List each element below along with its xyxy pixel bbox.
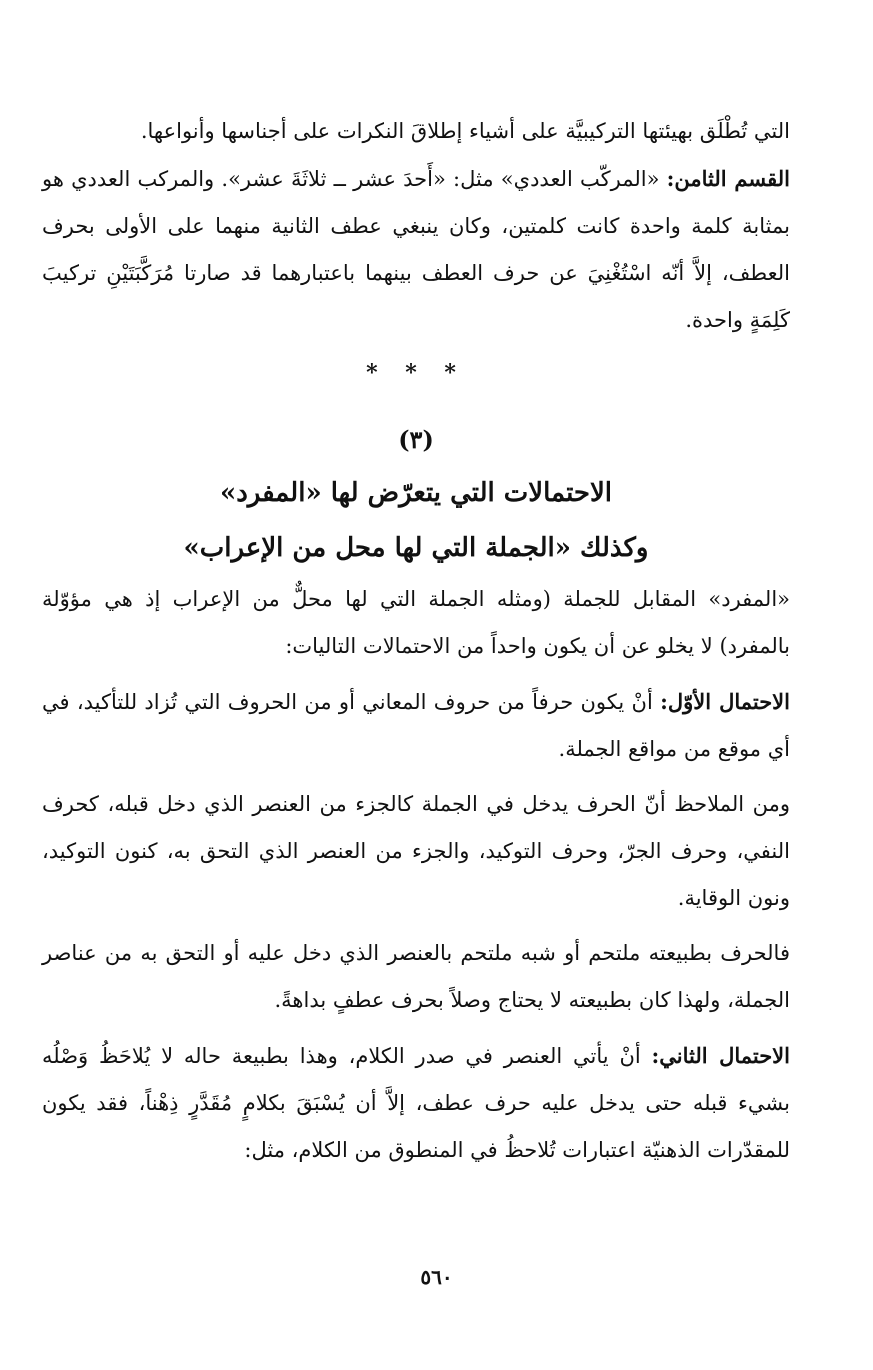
second-possibility-label: الاحتمال الثاني: <box>651 1043 790 1068</box>
section-eight-paragraph <box>42 155 790 344</box>
second-possibility-text: أنْ يأتي العنصر في صدر الكلام، وهذا بطبيعة حاله لا يُلاحَظُ وَصْلُه بشيء قبله حتى يدخل عليه حرف عطف، إلاَّ أن يُسْبَقَ بكلامٍ مُقَدَّرٍ ذِهْناً، فقد يكون للمقدّرات الذهنيّة اعتبارات تُلاحظُ في المنطوق من الكلام، مثل: <box>42 1044 790 1162</box>
first-possibility-label: الاحتمال الأوّل: <box>660 689 790 714</box>
first-possibility-paragraph <box>42 678 790 773</box>
note-paragraph-2: فالحرف بطبيعته ملتحم أو شبه ملتحم بالعنصر الذي دخل عليه أو التحق به من عناصر الجملة، ولهذا كان بطبيعته لا يحتاج وصلاً بحرف عطفٍ بداهةً. <box>42 941 790 1012</box>
section-number: (٣) <box>398 425 434 454</box>
page-number: ٥٦٠ <box>420 1265 453 1289</box>
paragraph-gap <box>42 773 790 781</box>
page-body <box>42 108 790 1174</box>
section-heading-line-2: وكذلك «الجملة التي لها محل من الإعراب» <box>183 533 649 563</box>
section-heading-line-1: الاحتمالات التي يتعرّض لها «المفرد» <box>219 478 613 508</box>
section-eight-label: القسم الثامن: <box>666 166 790 191</box>
second-possibility-paragraph <box>42 1032 790 1174</box>
section-eight-text: «المركّب العددي» مثل: «أَحدَ عشر ــ ثلاثَةَ عشر». والمركب العددي هو بمثابة كلمة واحدة كانت كلمتين، وكان ينبغي عطف الثانية منهما على الأولى بحرف العطف، إلاَّ أنّه اسْتُغْنِيَ عن حرف العطف بينهما باعتبارهما قد صارتا مُرَكَّبَتَيْنِ تركيبَ كَلِمَةٍ واحدة. <box>42 167 790 332</box>
first-possibility-text: أنْ يكون حرفاً من حروف المعاني أو من الحروف التي تُزاد للتأكيد، في أي موقع من مواقع الجملة. <box>42 690 790 761</box>
paragraph-gap <box>42 1024 790 1032</box>
separator-stars: * * * <box>366 360 466 386</box>
paragraph-gap <box>42 670 790 678</box>
note-paragraph-1: ومن الملاحظ أنّ الحرف يدخل في الجملة كالجزء من العنصر الذي دخل قبله، كحرف النفي، وحرف الجرّ، وحرف التوكيد، والجزء من العنصر الذي التحق به، كنون التوكيد، ونون الوقاية. <box>42 792 790 910</box>
intro-paragraph: «المفرد» المقابل للجملة (ومثله الجملة التي لها محلٌّ من الإعراب إذ هي مؤوّلة بالمفرد) لا يخلو عن أن يكون واحداً من الاحتمالات التاليات: <box>42 587 790 658</box>
continuation-paragraph: التي تُطْلَق بهيئتها التركيبيَّة على أشياء إطلاقَ النكرات على أجناسها وأنواعها. <box>140 119 790 143</box>
paragraph-gap <box>42 922 790 930</box>
